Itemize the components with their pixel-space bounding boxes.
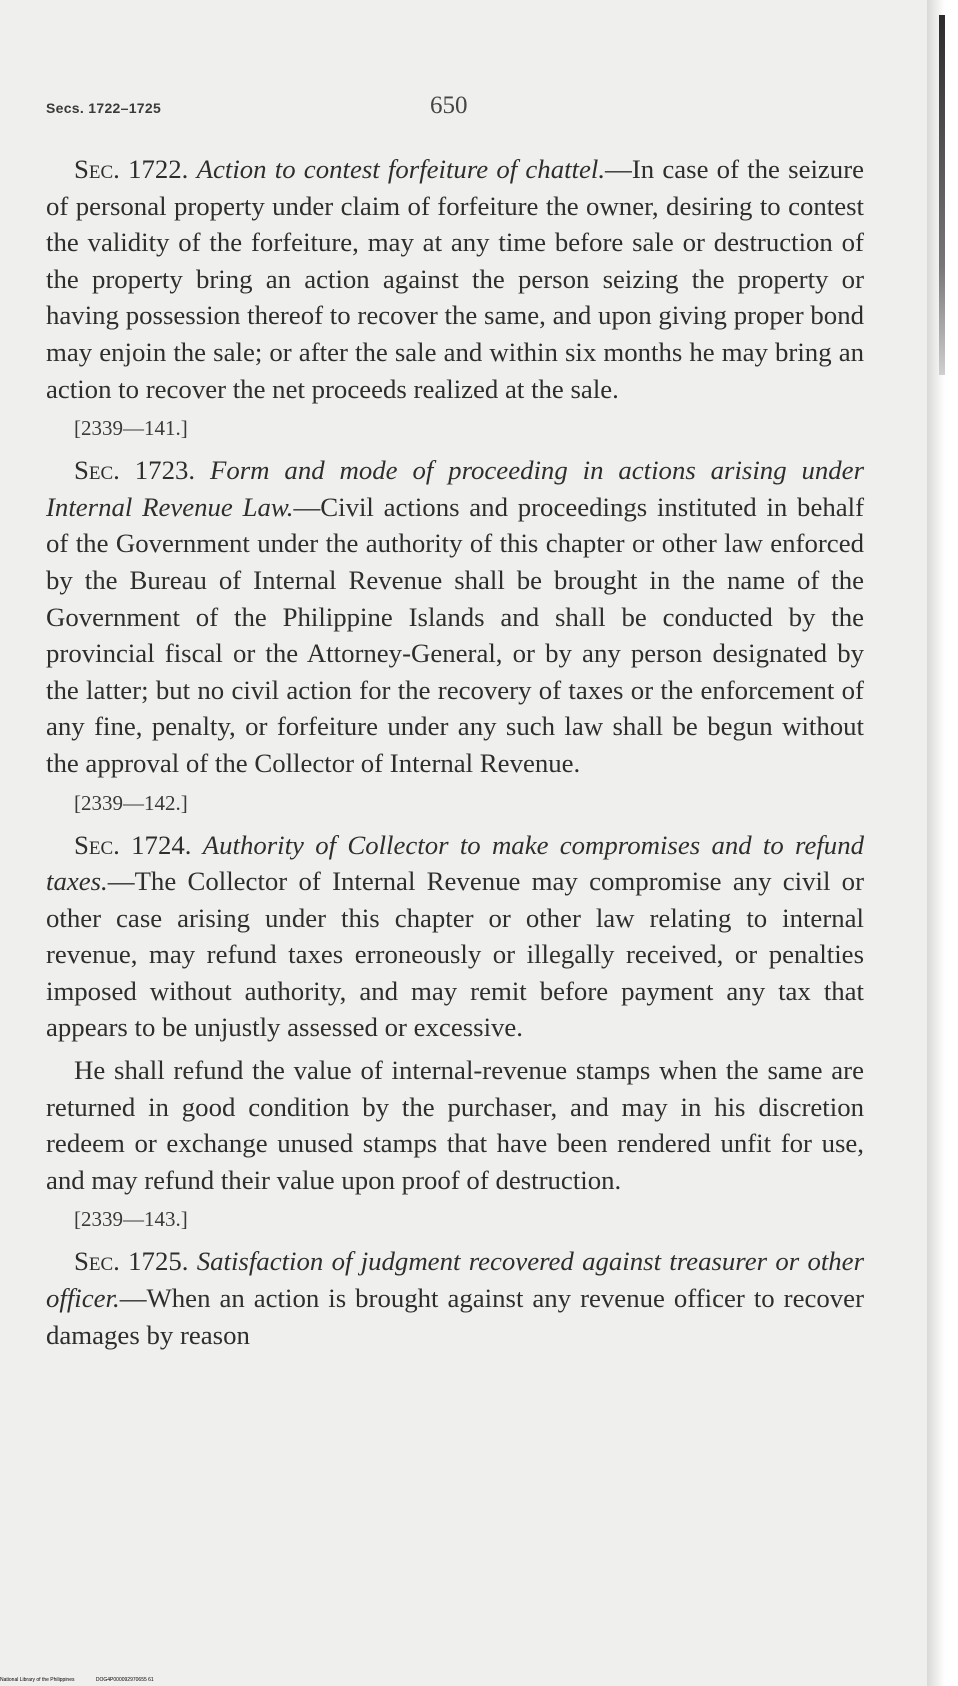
page-number: 650 xyxy=(430,92,468,119)
section-number: Sec. 1724. xyxy=(74,829,192,860)
section-1723 xyxy=(46,452,864,781)
section-heading: Authority of Collector to make compromises and to refund taxes. xyxy=(46,829,864,897)
section-text: —Civil actions and proceedings instituted in behalf of the Government under the authority of this chapter or other law enforced by the Bureau of Internal Revenue shall be brought in the name of the Government of the Philippine Islands and shall be conducted by the provincial fiscal or the Attorney-General, or by any person designated by the latter; but no civil action for the recovery of taxes or the enforcement of any fine, penalty, or forfeiture under any such law shall be begun without the approval of the Collector of Internal Revenue. xyxy=(46,491,864,778)
running-head xyxy=(46,92,466,126)
section-1724-continuation: He shall refund the value of internal-revenue stamps when the same are returned in good condition by the purchaser, and may in his discretion redeem or exchange unused stamps that have been rendered unfit for use, and may refund their value upon proof of destruction. xyxy=(46,1055,864,1195)
section-heading: Form and mode of proceeding in actions arising under Internal Revenue Law. xyxy=(46,455,865,522)
page-body xyxy=(46,151,864,1359)
library-credit: National Library of the Philippines xyxy=(0,1677,75,1683)
scan-footer xyxy=(0,1677,174,1683)
section-number: Sec. 1723. xyxy=(74,455,196,486)
section-heading: Satisfaction of judgment recovered against treasurer or other officer. xyxy=(46,1246,865,1314)
section-text: —When an action is brought against any revenue officer to recover damages by reason xyxy=(46,1283,864,1350)
citation: [2339—142.] xyxy=(74,790,188,815)
section-number: Sec. 1725. xyxy=(74,1246,189,1277)
scan-code: DOG4P000092970655 61 xyxy=(95,1677,154,1683)
section-1724 xyxy=(46,827,864,1047)
section-1722 xyxy=(46,151,864,407)
section-text: —In case of the seizure of personal property under claim of forfeiture the owner, desiring to contest the validity of the forfeiture, may at any time before sale or destruction of the property bring an action against the person seizing the property or having possession thereof to recover the same, and upon giving proper bond may enjoin the sale; or after the sale and within six months he may bring an action to recover the net proceeds realized at the sale. xyxy=(46,154,865,404)
binding-shadow xyxy=(939,15,945,375)
section-range: Secs. 1722–1725 xyxy=(46,100,162,116)
section-1725 xyxy=(46,1243,864,1353)
citation: [2339—143.] xyxy=(74,1207,188,1232)
section-heading: Action to contest forfeiture of chattel. xyxy=(196,154,606,184)
section-number: Sec. 1722. xyxy=(74,154,189,184)
citation: [2339—141.] xyxy=(74,416,188,441)
section-text: —The Collector of Internal Revenue may compromise any civil or other case arising under this chapter or other law relating to internal revenue, may refund taxes erroneously or illegally received, or penalties imposed without authority, and may remit before payment any tax that appears to be unjustly assessed or excessive. xyxy=(46,866,864,1043)
